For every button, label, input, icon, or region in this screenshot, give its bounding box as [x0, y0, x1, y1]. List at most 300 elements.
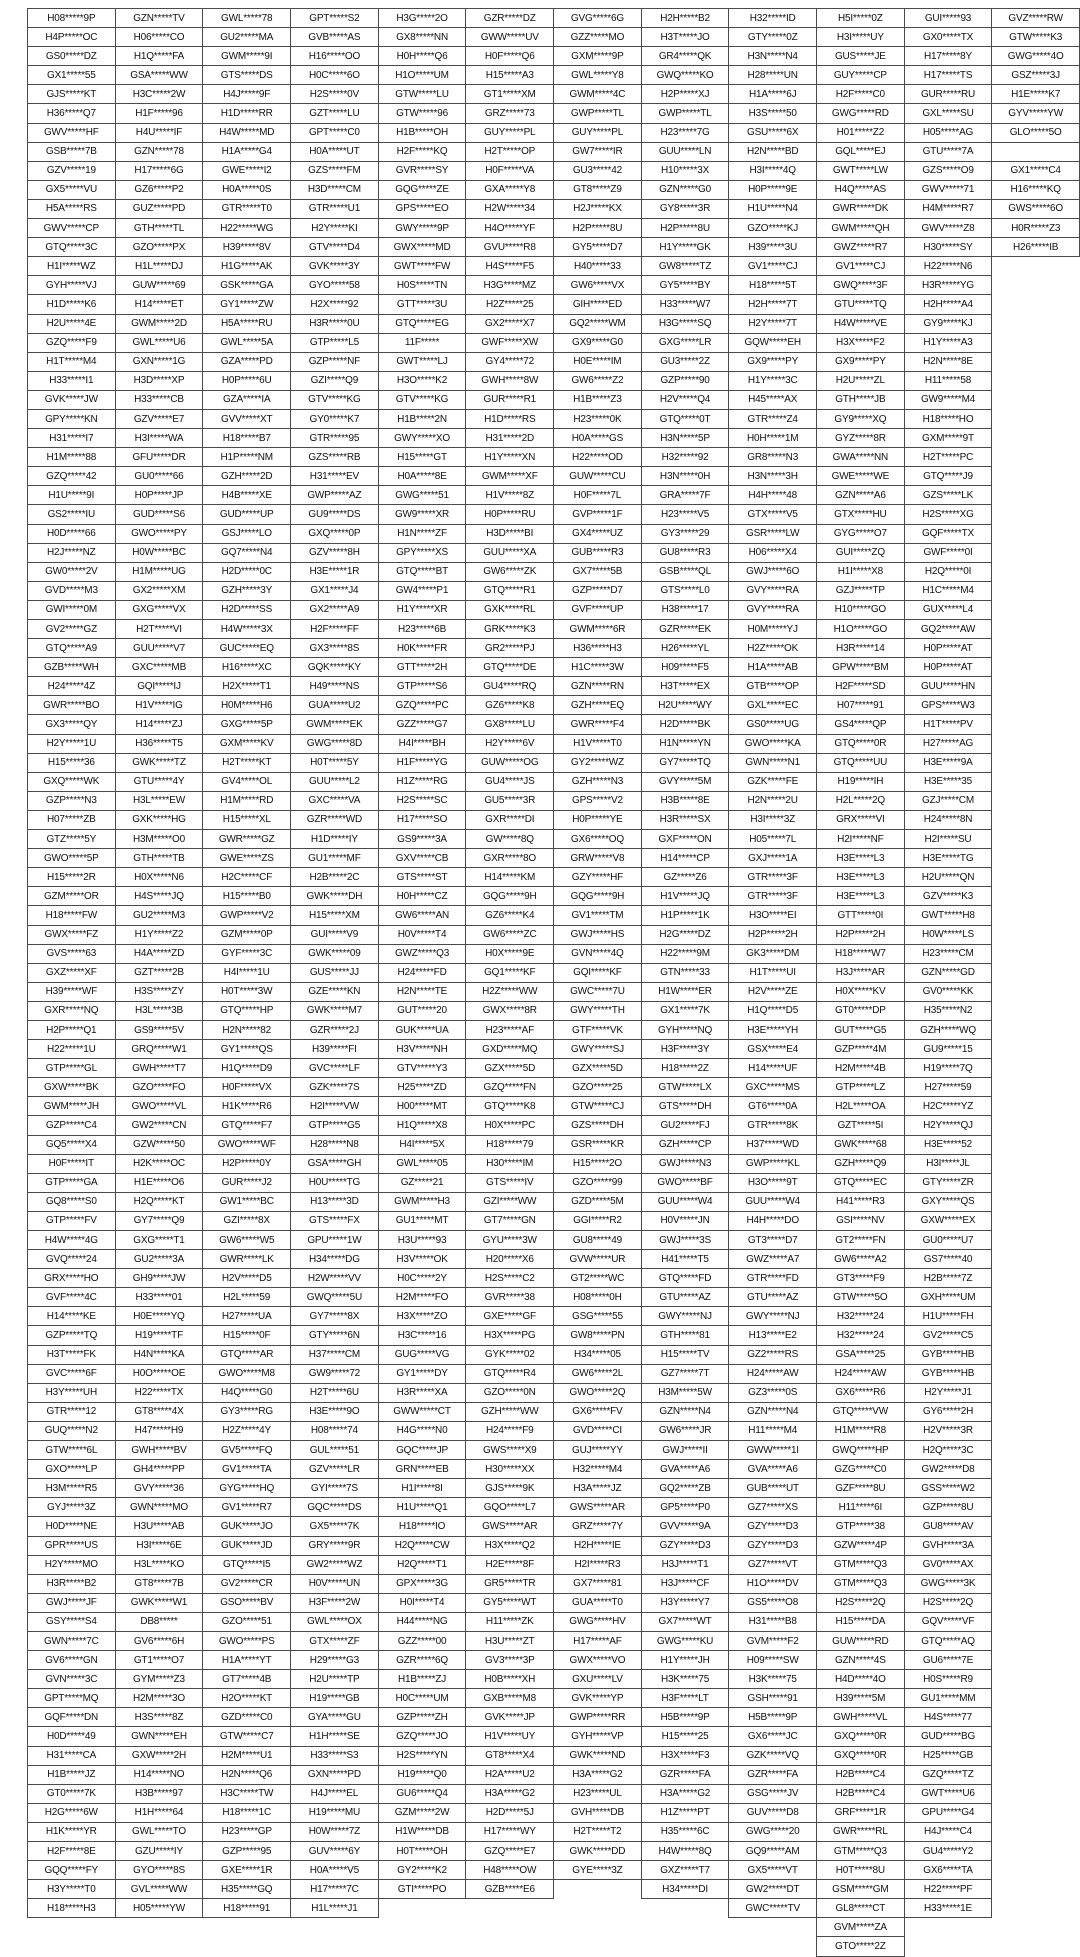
table-cell — [641, 1937, 729, 1956]
table-cell: GS0*****UG — [729, 715, 817, 734]
table-cell: GWX*****MD — [378, 238, 466, 257]
table-cell: GXZ*****XF — [28, 963, 116, 982]
table-cell: GU1*****MT — [378, 1211, 466, 1230]
table-cell — [992, 1364, 1080, 1383]
table-cell: H4A*****ZD — [115, 944, 203, 963]
table-cell: H0T*****OH — [378, 1842, 466, 1861]
table-cell: GY5*****WT — [466, 1593, 554, 1612]
table-cell: H1M*****88 — [28, 448, 116, 467]
table-cell: H27*****59 — [904, 1078, 992, 1097]
table-cell: H1Z*****RG — [378, 772, 466, 791]
table-cell: GTR*****Z4 — [729, 409, 817, 428]
table-cell: H19*****7Q — [904, 1059, 992, 1078]
table-cell: H34*****DI — [641, 1880, 729, 1899]
table-cell — [992, 409, 1080, 428]
table-cell: GRY*****9R — [291, 1536, 379, 1555]
table-cell: GXL*****EC — [729, 696, 817, 715]
table-cell: H5A*****RU — [203, 314, 291, 333]
table-cell: GXB*****M8 — [466, 1689, 554, 1708]
table-cell: H2S*****SC — [378, 791, 466, 810]
table-cell: GUL*****51 — [291, 1441, 379, 1460]
table-cell: GGI*****R2 — [554, 1211, 642, 1230]
table-cell: H15*****DA — [816, 1612, 904, 1631]
table-cell: GZH*****CP — [641, 1135, 729, 1154]
table-row — [28, 1001, 1080, 1020]
table-cell: H25*****GB — [904, 1746, 992, 1765]
table-cell: GU6*****7E — [904, 1651, 992, 1670]
table-cell: H05*****7L — [729, 830, 817, 849]
table-cell: H1B*****OH — [378, 123, 466, 142]
table-cell: GQ2*****WM — [554, 314, 642, 333]
table-cell: H20*****X6 — [466, 1250, 554, 1269]
table-cell: GZV*****E7 — [115, 409, 203, 428]
table-cell: GTB*****OP — [729, 677, 817, 696]
table-cell: H2L*****59 — [203, 1288, 291, 1307]
table-cell: GT8*****7B — [115, 1574, 203, 1593]
table-cell: GZT*****LU — [291, 104, 379, 123]
table-cell: H3J*****AR — [816, 963, 904, 982]
table-cell: GVC*****6F — [28, 1364, 116, 1383]
table-cell: GU3*****2Z — [641, 352, 729, 371]
table-cell: GWX*****FZ — [28, 925, 116, 944]
table-cell: GWO*****VL — [115, 1097, 203, 1116]
table-cell: GZQ*****E7 — [466, 1842, 554, 1861]
table-cell: GJS*****9K — [466, 1479, 554, 1498]
table-cell: GPY*****KN — [28, 409, 116, 428]
table-cell: H3T*****EX — [641, 677, 729, 696]
table-cell: GXR*****DI — [466, 810, 554, 829]
table-cell: H4I*****1U — [203, 963, 291, 982]
table-cell: GTQ*****J9 — [904, 467, 992, 486]
table-cell: H0I*****T4 — [378, 1593, 466, 1612]
table-cell: GY4*****72 — [466, 352, 554, 371]
table-cell: H16*****KQ — [992, 180, 1080, 199]
table-cell: GW8*****TZ — [641, 257, 729, 276]
table-cell: GZP*****N3 — [28, 791, 116, 810]
table-cell: H1Q*****FA — [115, 47, 203, 66]
table-cell: GWI*****0M — [28, 600, 116, 619]
table-cell: GZH*****Q9 — [816, 1154, 904, 1173]
table-row — [28, 1689, 1080, 1708]
table-cell: H2T*****OP — [466, 142, 554, 161]
table-cell: H1E*****K7 — [992, 85, 1080, 104]
table-cell: H1I*****X8 — [816, 562, 904, 581]
table-row — [28, 1784, 1080, 1803]
table-cell: H1D*****RR — [203, 104, 291, 123]
table-cell: H14*****ZJ — [115, 715, 203, 734]
table-cell: GVH*****DB — [554, 1803, 642, 1822]
table-cell: H4O*****YF — [466, 219, 554, 238]
table-cell: H22*****PF — [904, 1880, 992, 1899]
table-cell: H3F*****3Y — [641, 1040, 729, 1059]
table-cell: GWT*****H8 — [904, 906, 992, 925]
table-cell: H0S*****R9 — [904, 1670, 992, 1689]
table-cell: GVW*****UR — [554, 1250, 642, 1269]
table-cell — [992, 505, 1080, 524]
table-row — [28, 1822, 1080, 1841]
table-row — [28, 333, 1080, 352]
table-cell: H2U*****WY — [641, 696, 729, 715]
table-cell: GTQ*****I5 — [203, 1555, 291, 1574]
table-cell: H2N*****BD — [729, 142, 817, 161]
table-cell: GWJ*****JF — [28, 1593, 116, 1612]
table-cell: H2Q*****3C — [904, 1441, 992, 1460]
table-cell: H2N*****Q6 — [203, 1765, 291, 1784]
table-row — [28, 791, 1080, 810]
table-cell: H1Y*****GK — [641, 238, 729, 257]
table-cell: H0T*****5Y — [291, 753, 379, 772]
table-cell: GSM*****GM — [816, 1880, 904, 1899]
table-cell: GWV*****71 — [904, 180, 992, 199]
table-cell: H2Y*****J1 — [904, 1383, 992, 1402]
table-cell: GWJ*****HS — [554, 925, 642, 944]
table-row — [28, 1670, 1080, 1689]
table-cell — [992, 448, 1080, 467]
table-cell: GSG*****55 — [554, 1307, 642, 1326]
table-cell: H1Y*****XN — [466, 448, 554, 467]
table-cell: GTU*****4Y — [115, 772, 203, 791]
table-cell: GWM*****9I — [203, 47, 291, 66]
table-cell: GT7*****GN — [466, 1211, 554, 1230]
table-cell: GUS*****JE — [816, 47, 904, 66]
table-cell — [992, 1689, 1080, 1708]
table-cell: GXC*****MB — [115, 658, 203, 677]
table-cell: GWL*****5A — [203, 333, 291, 352]
table-cell: GPY*****XS — [378, 543, 466, 562]
table-cell: GZZ*****00 — [378, 1631, 466, 1650]
table-cell: H3L*****3B — [115, 1001, 203, 1020]
table-cell: GZH*****WQ — [904, 1020, 992, 1039]
table-cell: GPT*****S2 — [291, 9, 379, 28]
table-cell — [992, 333, 1080, 352]
table-cell: H2E*****8F — [466, 1555, 554, 1574]
table-cell: GUB*****R3 — [554, 543, 642, 562]
table-cell: H1V*****UY — [466, 1727, 554, 1746]
table-cell — [992, 390, 1080, 409]
table-cell — [992, 753, 1080, 772]
table-cell: H1V*****T0 — [554, 734, 642, 753]
table-cell: H1A*****YT — [203, 1651, 291, 1670]
table-cell: H36*****H3 — [554, 639, 642, 658]
table-cell: GWZ*****Q3 — [378, 944, 466, 963]
table-cell: H0C*****6O — [291, 66, 379, 85]
table-cell: GW2*****CN — [115, 1116, 203, 1135]
table-cell: GZ7*****VT — [729, 1555, 817, 1574]
table-cell — [466, 1899, 554, 1918]
table-cell: GX7*****5B — [554, 562, 642, 581]
table-cell: GX2*****X7 — [466, 314, 554, 333]
table-cell: GZQ*****TZ — [904, 1765, 992, 1784]
table-cell: H16*****OO — [291, 47, 379, 66]
table-cell: GUI*****ZQ — [816, 543, 904, 562]
table-cell: H4J*****9F — [203, 85, 291, 104]
table-cell: GUD*****BG — [904, 1727, 992, 1746]
table-cell: GUS*****JJ — [291, 963, 379, 982]
table-cell: GY8*****3R — [641, 199, 729, 218]
table-cell: H47*****H9 — [115, 1421, 203, 1440]
table-cell: GRZ*****73 — [466, 104, 554, 123]
table-cell: H33*****W7 — [641, 295, 729, 314]
table-cell: GZB*****E6 — [466, 1880, 554, 1899]
table-cell: H0V*****JN — [641, 1211, 729, 1230]
table-cell: GZH*****2D — [203, 467, 291, 486]
table-cell: H25*****ZD — [378, 1078, 466, 1097]
table-cell: GPR*****US — [28, 1536, 116, 1555]
table-row — [28, 1498, 1080, 1517]
table-cell: GV1*****CJ — [816, 257, 904, 276]
table-cell: GZS*****DH — [554, 1116, 642, 1135]
table-cell: H2U*****4E — [28, 314, 116, 333]
table-cell: GWR*****DK — [816, 199, 904, 218]
table-cell: H36*****Q7 — [28, 104, 116, 123]
table-cell: H30*****SY — [904, 238, 992, 257]
table-cell: H18*****2Z — [641, 1059, 729, 1078]
table-cell — [992, 1708, 1080, 1727]
table-cell: H0H*****1M — [729, 429, 817, 448]
table-cell: GX2*****XM — [115, 581, 203, 600]
table-cell: H1W*****DB — [378, 1822, 466, 1841]
table-cell: GXG*****VX — [115, 600, 203, 619]
table-cell: H2I*****VW — [291, 1097, 379, 1116]
table-cell: GU6*****Q4 — [378, 1784, 466, 1803]
table-cell: GT1*****O7 — [115, 1651, 203, 1670]
table-cell: GZZ*****G7 — [378, 715, 466, 734]
table-cell: GWJ*****6O — [729, 562, 817, 581]
table-cell: H11*****M4 — [729, 1421, 817, 1440]
table-cell: H2S*****C2 — [466, 1269, 554, 1288]
table-cell: GZD*****C0 — [203, 1708, 291, 1727]
table-cell: GX6*****R6 — [816, 1383, 904, 1402]
table-cell: GRX*****VI — [816, 810, 904, 829]
table-cell: GTW*****CJ — [554, 1097, 642, 1116]
table-cell — [992, 1670, 1080, 1689]
table-cell: GUV*****D8 — [729, 1803, 817, 1822]
table-cell: H3X*****F2 — [816, 333, 904, 352]
table-cell: H3Y*****T0 — [28, 1880, 116, 1899]
table-cell: H2P*****8U — [554, 219, 642, 238]
table-cell — [992, 734, 1080, 753]
table-cell — [992, 868, 1080, 887]
table-cell — [992, 1001, 1080, 1020]
table-cell: GVN*****4Q — [554, 944, 642, 963]
table-cell: GXQ*****0R — [816, 1727, 904, 1746]
table-cell: GVV*****9A — [641, 1517, 729, 1536]
table-cell: GTQ*****BT — [378, 562, 466, 581]
table-row — [28, 524, 1080, 543]
table-cell: H1B*****ZJ — [378, 1670, 466, 1689]
table-cell: H1Q*****X8 — [378, 1116, 466, 1135]
table-cell: GX6*****FV — [554, 1402, 642, 1421]
table-cell: GV1*****TA — [203, 1460, 291, 1479]
table-cell: GW2*****DT — [729, 1880, 817, 1899]
table-cell: GXQ*****0R — [816, 1746, 904, 1765]
table-cell: GQ2*****ZB — [641, 1479, 729, 1498]
table-cell: GQ5*****X4 — [28, 1135, 116, 1154]
table-cell: H23*****7G — [641, 123, 729, 142]
table-cell: H3I*****WA — [115, 429, 203, 448]
table-cell: H1F*****YG — [378, 753, 466, 772]
table-cell: GZT*****2B — [115, 963, 203, 982]
table-cell — [992, 1135, 1080, 1154]
table-cell: GUA*****T0 — [554, 1593, 642, 1612]
table-cell: H07*****ZB — [28, 810, 116, 829]
table-cell: H2B*****C4 — [816, 1784, 904, 1803]
table-cell: H0B*****XH — [466, 1670, 554, 1689]
table-cell: GWM*****6R — [554, 620, 642, 639]
table-cell: H3E*****52 — [904, 1135, 992, 1154]
table-cell — [992, 887, 1080, 906]
table-cell: H3I*****JL — [904, 1154, 992, 1173]
table-cell: GV6*****GN — [28, 1651, 116, 1670]
table-cell: GU2*****M3 — [115, 906, 203, 925]
table-cell: H4M*****R7 — [904, 199, 992, 218]
table-cell: GWV*****CP — [28, 219, 116, 238]
table-cell: GVA*****A6 — [641, 1460, 729, 1479]
table-cell: H0V*****T4 — [378, 925, 466, 944]
table-cell: GQI*****KF — [554, 963, 642, 982]
table-cell: GU9*****15 — [904, 1040, 992, 1059]
table-cell: H1A*****G4 — [203, 142, 291, 161]
table-cell: GQK*****KY — [291, 658, 379, 677]
table-cell: H1A*****AB — [729, 658, 817, 677]
table-cell: H3X*****ZO — [378, 1307, 466, 1326]
table-cell — [992, 1822, 1080, 1841]
table-cell: GV1*****TM — [554, 906, 642, 925]
table-cell: GWS*****AR — [466, 1517, 554, 1536]
table-cell: GU1*****MF — [291, 849, 379, 868]
table-cell: H0D*****NE — [28, 1517, 116, 1536]
table-cell: GTY*****ZR — [904, 1173, 992, 1192]
table-cell: H3S*****ZY — [115, 982, 203, 1001]
table-cell: GTW*****96 — [378, 104, 466, 123]
table-cell: H2P*****0Y — [203, 1154, 291, 1173]
table-cell: GZ3*****0S — [729, 1383, 817, 1402]
table-cell: GVF*****4C — [28, 1288, 116, 1307]
table-cell: H0P*****AT — [904, 639, 992, 658]
table-cell — [992, 1211, 1080, 1230]
table-cell: GWK*****09 — [291, 944, 379, 963]
table-cell: H2O*****KT — [203, 1689, 291, 1708]
table-cell — [378, 1918, 466, 1937]
table-cell: GTW*****6L — [28, 1441, 116, 1460]
table-cell: H3U*****ZT — [466, 1631, 554, 1650]
table-cell: H32*****ID — [729, 9, 817, 28]
table-cell: GWG*****RD — [816, 104, 904, 123]
table-cell: H33*****01 — [115, 1288, 203, 1307]
table-cell: GYH*****VJ — [28, 276, 116, 295]
table-cell: H0X*****PC — [466, 1116, 554, 1135]
table-cell: GLO*****5O — [992, 123, 1080, 142]
table-cell: H1N*****YN — [641, 734, 729, 753]
table-cell: H16*****XC — [203, 658, 291, 677]
table-cell: GTR*****FD — [729, 1269, 817, 1288]
table-cell: GWQ*****HP — [816, 1441, 904, 1460]
table-cell: GS2*****IU — [28, 505, 116, 524]
table-cell: GXK*****RL — [466, 600, 554, 619]
table-cell: GUU*****LN — [641, 142, 729, 161]
table-cell: GUU*****W4 — [729, 1192, 817, 1211]
table-cell: GTS*****FX — [291, 1211, 379, 1230]
table-cell: GU0*****U7 — [904, 1231, 992, 1250]
table-cell: H08*****9P — [28, 9, 116, 28]
table-cell: H1N*****ZF — [378, 524, 466, 543]
table-cell: H14*****UF — [729, 1059, 817, 1078]
table-cell: GTP*****FV — [28, 1211, 116, 1230]
table-cell: GWG*****3K — [904, 1574, 992, 1593]
table-cell: H1D*****K6 — [28, 295, 116, 314]
table-cell: H2Y*****MO — [28, 1555, 116, 1574]
table-cell: H2T*****6U — [291, 1383, 379, 1402]
table-cell: H2S*****2Q — [816, 1593, 904, 1612]
table-cell: GYJ*****3Z — [28, 1498, 116, 1517]
table-cell: GWL*****Y8 — [554, 66, 642, 85]
table-cell — [992, 1192, 1080, 1211]
table-cell: H0S*****TN — [378, 276, 466, 295]
table-cell: H18*****1C — [203, 1803, 291, 1822]
table-cell: H18*****91 — [203, 1899, 291, 1918]
table-cell: GU0*****66 — [115, 467, 203, 486]
table-cell: GU9*****DS — [291, 505, 379, 524]
table-cell: GVZ*****RW — [992, 9, 1080, 28]
table-cell: H18*****5T — [729, 276, 817, 295]
table-cell: H2I*****SU — [904, 830, 992, 849]
table-cell: H18*****H3 — [28, 1899, 116, 1918]
table-cell: H2Z*****OK — [729, 639, 817, 658]
table-cell: H15*****XM — [291, 906, 379, 925]
table-cell — [992, 906, 1080, 925]
table-cell: GRX*****HO — [28, 1269, 116, 1288]
table-cell: GZP*****95 — [203, 1842, 291, 1861]
table-cell: GXU*****LV — [554, 1670, 642, 1689]
table-cell: H3E*****L3 — [816, 849, 904, 868]
table-cell: H2N*****TE — [378, 982, 466, 1001]
table-cell — [992, 1269, 1080, 1288]
table-cell: GZJ*****TP — [816, 581, 904, 600]
table-cell: H3G*****2O — [378, 9, 466, 28]
table-cell: H3R*****14 — [816, 639, 904, 658]
table-cell: H0A*****0S — [203, 180, 291, 199]
table-cell: GRF*****1R — [816, 1803, 904, 1822]
table-cell: H2Y*****KI — [291, 219, 379, 238]
table-cell: GXM*****9P — [554, 47, 642, 66]
table-cell: GTT*****2H — [378, 658, 466, 677]
table-row — [28, 238, 1080, 257]
table-cell: GZW*****50 — [115, 1135, 203, 1154]
table-cell: GZ7*****XS — [729, 1498, 817, 1517]
table-cell: GU1*****MM — [904, 1689, 992, 1708]
table-cell: GWS*****6O — [992, 199, 1080, 218]
table-cell — [992, 1059, 1080, 1078]
table-cell: H3I*****4Q — [729, 161, 817, 180]
table-cell: GYO*****58 — [291, 276, 379, 295]
table-cell: GUT*****G5 — [816, 1020, 904, 1039]
table-row — [28, 1250, 1080, 1269]
table-cell: GY5*****D7 — [554, 238, 642, 257]
table-cell: GWM*****4C — [554, 85, 642, 104]
table-cell: GZN*****G0 — [641, 180, 729, 199]
table-cell: H18*****HO — [904, 409, 992, 428]
table-cell: H3S*****50 — [729, 104, 817, 123]
table-cell: H2I*****R3 — [554, 1555, 642, 1574]
table-cell: GXW*****EX — [904, 1211, 992, 1230]
table-cell: H2M*****U1 — [203, 1746, 291, 1765]
table-cell: GY1*****ZW — [203, 295, 291, 314]
table-cell: GSI*****NV — [816, 1211, 904, 1230]
table-cell: GSA*****25 — [816, 1345, 904, 1364]
table-cell: 11F***** — [378, 333, 466, 352]
table-cell: GPU*****1W — [291, 1231, 379, 1250]
table-cell: H0W*****BC — [115, 543, 203, 562]
